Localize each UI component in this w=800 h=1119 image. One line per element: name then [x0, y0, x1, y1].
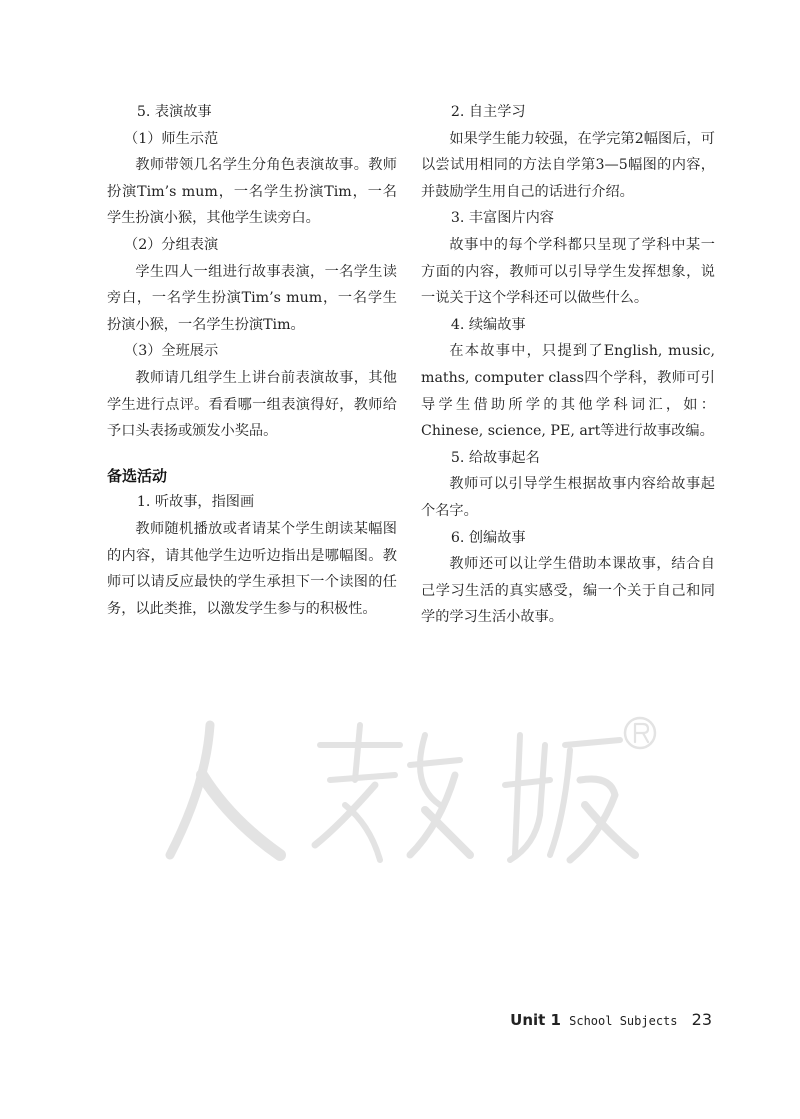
right-column — [421, 99, 715, 631]
opt5-text: 教师可以引导学生根据故事内容给故事起个名字。 — [421, 476, 715, 519]
opt2-heading: 2. 自主学习 — [450, 104, 526, 120]
sub3-heading: （3）全班展示 — [124, 343, 219, 360]
publisher-watermark-logo — [140, 705, 660, 875]
opt4-heading: 4. 续编故事 — [450, 316, 526, 333]
opt5-heading: 5. 给故事起名 — [450, 449, 540, 466]
opt6-heading: 6. 创编故事 — [450, 529, 526, 546]
page-footer — [510, 1010, 712, 1029]
page-number: 23 — [691, 1010, 712, 1029]
footer-unit-label: Unit 1 — [510, 1011, 561, 1029]
sub1-text: 教师带领几名学生分角色表演故事。教师扮演Tim’s mum，一名学生扮演Tim，一名学生扮演小猴，其他学生读旁白。 — [107, 157, 397, 227]
opt4-text: 在本故事中，只提到了English, music, maths, computer class四个学科，教师可引导学生借助所学的其他学科词汇，如：Chinese, science, PE, art等进行故事改编。 — [421, 343, 715, 440]
left-column — [107, 99, 397, 622]
sub1-heading: （1）师生示范 — [124, 130, 219, 147]
opt3-heading: 3. 丰富图片内容 — [450, 210, 554, 227]
item5-heading: 5. 表演故事 — [136, 104, 212, 120]
opt1-text: 教师随机播放或者请某个学生朗读某幅图的内容，请其他学生边听边指出是哪幅图。教师可以请反应最快的学生承担下一个读图的任务，以此类推，以激发学生参与的积极性。 — [107, 520, 397, 617]
opt2-text: 如果学生能力较强，在学完第2幅图后，可以尝试用相同的方法自学第3—5幅图的内容，并鼓励学生用自己的话进行介绍。 — [421, 130, 715, 200]
opt3-text: 故事中的每个学科都只呈现了学科中某一方面的内容，教师可以引导学生发挥想象，说一说关于这个学科还可以做些什么。 — [421, 236, 715, 307]
sub2-heading: （2）分组表演 — [124, 236, 219, 253]
opt1-heading: 1. 听故事，指图画 — [136, 494, 255, 511]
sub2-text: 学生四人一组进行故事表演，一名学生读旁白，一名学生扮演Tim’s mum，一名学生扮演小猴，一名学生扮演Tim。 — [107, 263, 397, 333]
sub3-text: 教师请几组学生上讲台前表演故事，其他学生进行点评。看看哪一组表演得好，教师给予口头表扬或颁发小奖品。 — [107, 369, 397, 440]
footer-subject: School Subjects — [569, 1014, 678, 1028]
optional-activities-heading: 备选活动 — [107, 466, 168, 485]
opt6-text: 教师还可以让学生借助本课故事，结合自己学习生活的真实感受，编一个关于自己和同学的学习生活小故事。 — [421, 556, 715, 626]
